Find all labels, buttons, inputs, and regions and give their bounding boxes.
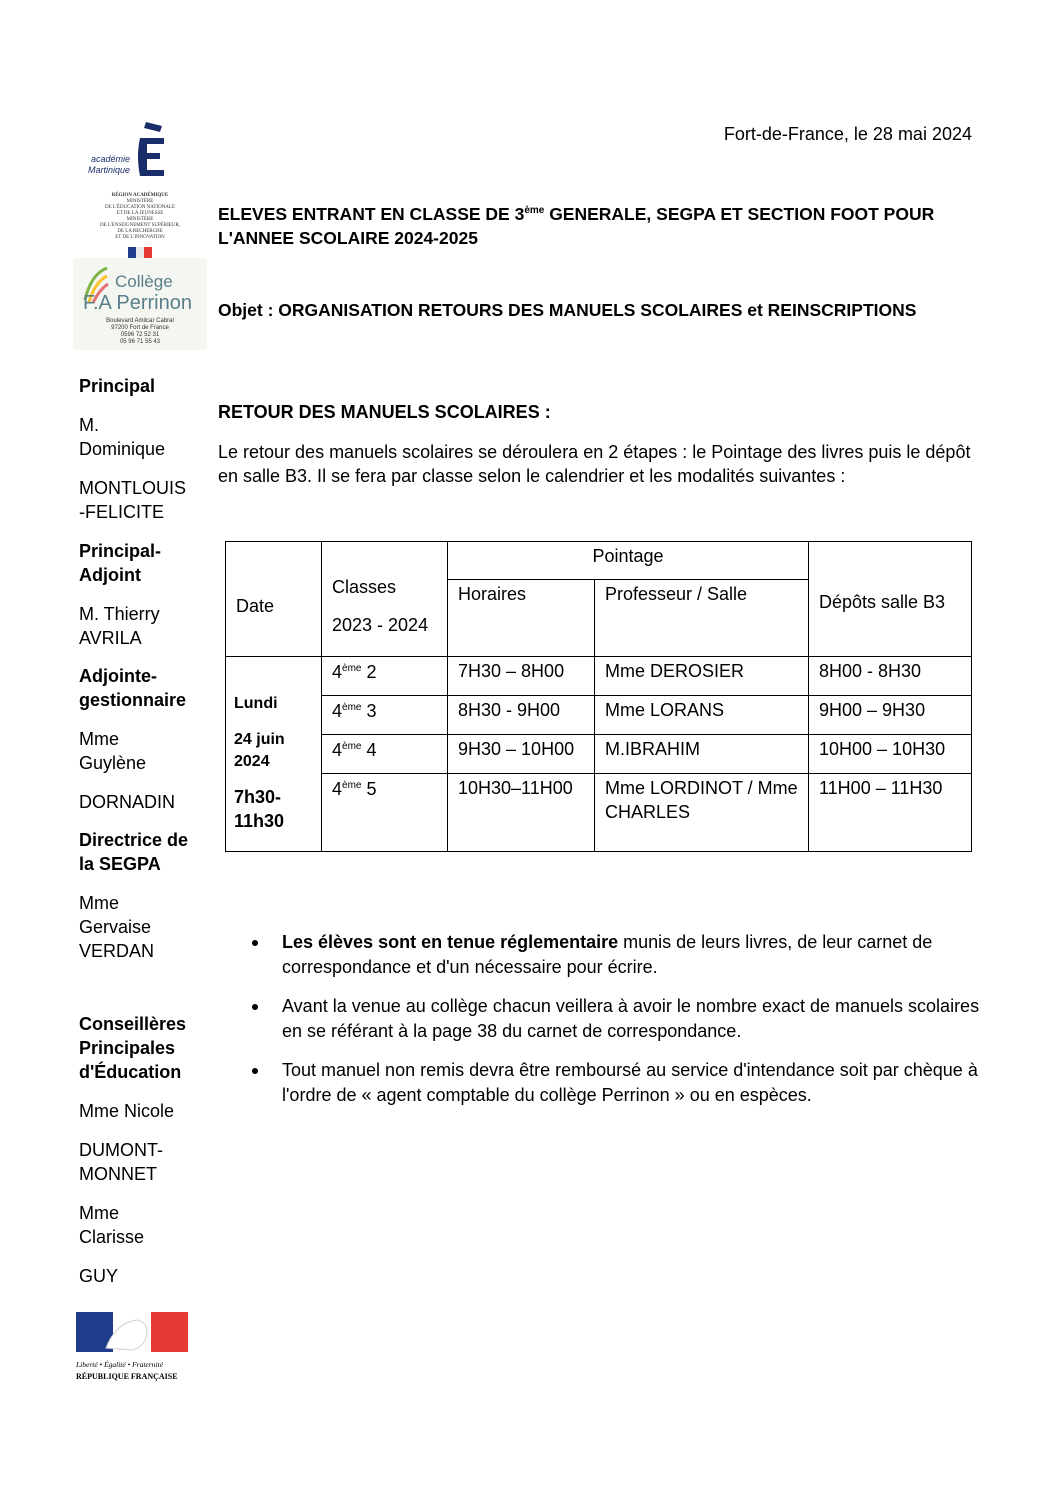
section-paragraph: Le retour des manuels scolaires se déroulera en 2 étapes : le Pointage des livres puis le dépôt en salle B3. Il se fera par classe selon le calendrier et les modalités suivantes : xyxy=(218,442,971,486)
horaires-cell: 7H30 – 8H00 xyxy=(448,657,595,696)
svg-text:académie: académie xyxy=(90,154,130,164)
mini-flag-icon xyxy=(128,247,152,258)
staff-role: gestionnaire xyxy=(79,690,187,710)
bullet-bold-text: Les élèves sont en tenue réglementaire xyxy=(282,932,619,952)
horaires-cell: 10H30–11H00 xyxy=(448,774,595,852)
prof-cell: Mme DEROSIER xyxy=(595,657,809,696)
table-row xyxy=(226,696,972,735)
bullet-icon xyxy=(252,940,258,946)
horaires-cell: 8H30 - 9H00 xyxy=(448,696,595,735)
list-item xyxy=(250,930,980,980)
class-cell: 4ème 3 xyxy=(322,696,448,735)
date-cell xyxy=(226,657,322,852)
staff-role: Principales xyxy=(79,1038,176,1058)
bullet-icon xyxy=(252,1068,258,1074)
staff-role: Directrice de xyxy=(79,830,189,850)
ministry-line: MINISTÈRE xyxy=(126,217,154,222)
header-depots: Dépôts salle B3 xyxy=(809,542,972,657)
staff-name: Mme xyxy=(79,893,119,913)
ministry-line: ET DE L'INNOVATION xyxy=(115,235,165,240)
staff-name: Mme Nicole xyxy=(79,1101,175,1121)
header-horaires: Horaires xyxy=(448,580,595,657)
staff-name: DUMONT- xyxy=(79,1140,163,1160)
staff-name: M. Thierry xyxy=(79,604,160,624)
header-date: Date xyxy=(226,542,322,657)
academie-ministry-lines xyxy=(80,199,200,241)
list-item xyxy=(250,1058,980,1108)
letter-date: Fort-de-France, le 28 mai 2024 xyxy=(723,124,972,144)
prof-cell: Mme LORDINOT / Mme CHARLES xyxy=(595,774,809,852)
prof-cell: M.IBRAHIM xyxy=(595,735,809,774)
table-row xyxy=(226,657,972,696)
college-phone: 0596 72 52 31 xyxy=(120,332,160,338)
staff-role: Principal- xyxy=(79,541,162,561)
academie-logo xyxy=(80,116,200,256)
date-day: Lundi xyxy=(234,695,278,712)
letter-title: ELEVES ENTRANT EN CLASSE DE 3ème GENERALE, SEGPA ET SECTION FOOT POUR L'ANNEE SCOLAIRE 2024-2025 xyxy=(218,203,935,248)
staff-name: -FELICITE xyxy=(79,502,165,522)
staff-name: Mme xyxy=(79,729,119,749)
staff-name: GUY xyxy=(79,1266,119,1286)
staff-role: Principal xyxy=(79,376,156,396)
staff-name: M. xyxy=(79,415,99,435)
college-fax: 05 96 71 55 43 xyxy=(119,339,161,345)
ministry-line: MINISTÈRE xyxy=(126,199,154,204)
table-row xyxy=(226,735,972,774)
svg-text:Martinique: Martinique xyxy=(87,165,130,175)
header-classes: Classes 2023 - 2024 xyxy=(322,542,448,657)
college-address: Boulevard Amilcar Cabral xyxy=(106,318,174,324)
staff-name: Guylène xyxy=(79,753,147,773)
staff-role: la SEGPA xyxy=(79,854,161,874)
college-logo xyxy=(73,258,207,350)
instructions-list xyxy=(250,930,980,1122)
rf-motto: Liberté • Égalité • Fraternité xyxy=(76,1360,163,1369)
staff-role: Conseillères xyxy=(79,1014,187,1034)
header-professeur: Professeur / Salle xyxy=(595,580,809,657)
academie-region: RÉGION ACADÉMIQUE xyxy=(111,193,169,198)
bullet-icon xyxy=(252,1004,258,1010)
depot-cell: 8H00 - 8H30 xyxy=(809,657,972,696)
staff-name: MONNET xyxy=(79,1164,157,1184)
college-name: F.A Perrinon xyxy=(83,292,192,314)
bullet-text: Avant la venue au collège chacun veillera à avoir le nombre exact de manuels scolaires en se référant à la page 38 du carnet de correspondance. xyxy=(282,996,980,1041)
staff-name: Gervaise xyxy=(79,917,152,937)
staff-role: d'Éducation xyxy=(79,1062,182,1082)
date-time: 7h30- 11h30 xyxy=(234,787,285,831)
staff-name: DORNADIN xyxy=(79,792,176,812)
staff-name: MONTLOUIS xyxy=(79,478,187,498)
republique-francaise-logo xyxy=(76,1312,188,1384)
staff-name: Dominique xyxy=(79,439,166,459)
prof-cell: Mme LORANS xyxy=(595,696,809,735)
class-cell: 4ème 4 xyxy=(322,735,448,774)
letter-subject: Objet : ORGANISATION RETOURS DES MANUELS SCOLAIRES et REINSCRIPTIONS xyxy=(218,300,917,320)
staff-name: AVRILA xyxy=(79,628,142,648)
staff-name: Mme xyxy=(79,1203,119,1223)
academie-e-icon xyxy=(80,116,200,188)
rf-name: RÉPUBLIQUE FRANÇAISE xyxy=(76,1372,178,1381)
bullet-text: munis de leurs livres, de leur carnet de correspondance et d'un nécessaire pour écrire. xyxy=(282,932,933,977)
staff-role: Adjoint xyxy=(79,565,141,585)
staff-name: Clarisse xyxy=(79,1227,145,1247)
depot-cell: 11H00 – 11H30 xyxy=(809,774,972,852)
horaires-cell: 9H30 – 10H00 xyxy=(448,735,595,774)
table-row xyxy=(226,774,972,852)
college-city: 97200 Fort de France xyxy=(111,325,169,331)
list-item xyxy=(250,994,980,1044)
date-date: 24 juin 2024 xyxy=(234,731,285,770)
depot-cell: 10H00 – 10H30 xyxy=(809,735,972,774)
ministry-line: DE LA RECHERCHE xyxy=(117,229,163,234)
marianne-flag-icon xyxy=(76,1312,188,1352)
ministry-line: ET DE LA JEUNESSE xyxy=(116,211,164,216)
bullet-text: Tout manuel non remis devra être remboursé au service d'intendance soit par chèque à l'ordre de « agent comptable du collège Perrinon » ou en espèces. xyxy=(282,1060,978,1105)
schedule-table xyxy=(225,541,972,852)
ministry-line: DE L'ENSEIGNEMENT SUPÉRIEUR, xyxy=(99,223,181,228)
ministry-line: DE L'ÉDUCATION NATIONALE xyxy=(104,205,176,210)
staff-name: VERDAN xyxy=(79,941,155,961)
header-pointage: Pointage xyxy=(448,542,809,580)
depot-cell: 9H00 – 9H30 xyxy=(809,696,972,735)
section-heading: RETOUR DES MANUELS SCOLAIRES : xyxy=(218,402,551,422)
class-cell: 4ème 5 xyxy=(322,774,448,852)
class-cell: 4ème 2 xyxy=(322,657,448,696)
college-word: Collège xyxy=(115,272,173,291)
staff-role: Adjointe- xyxy=(79,666,157,686)
